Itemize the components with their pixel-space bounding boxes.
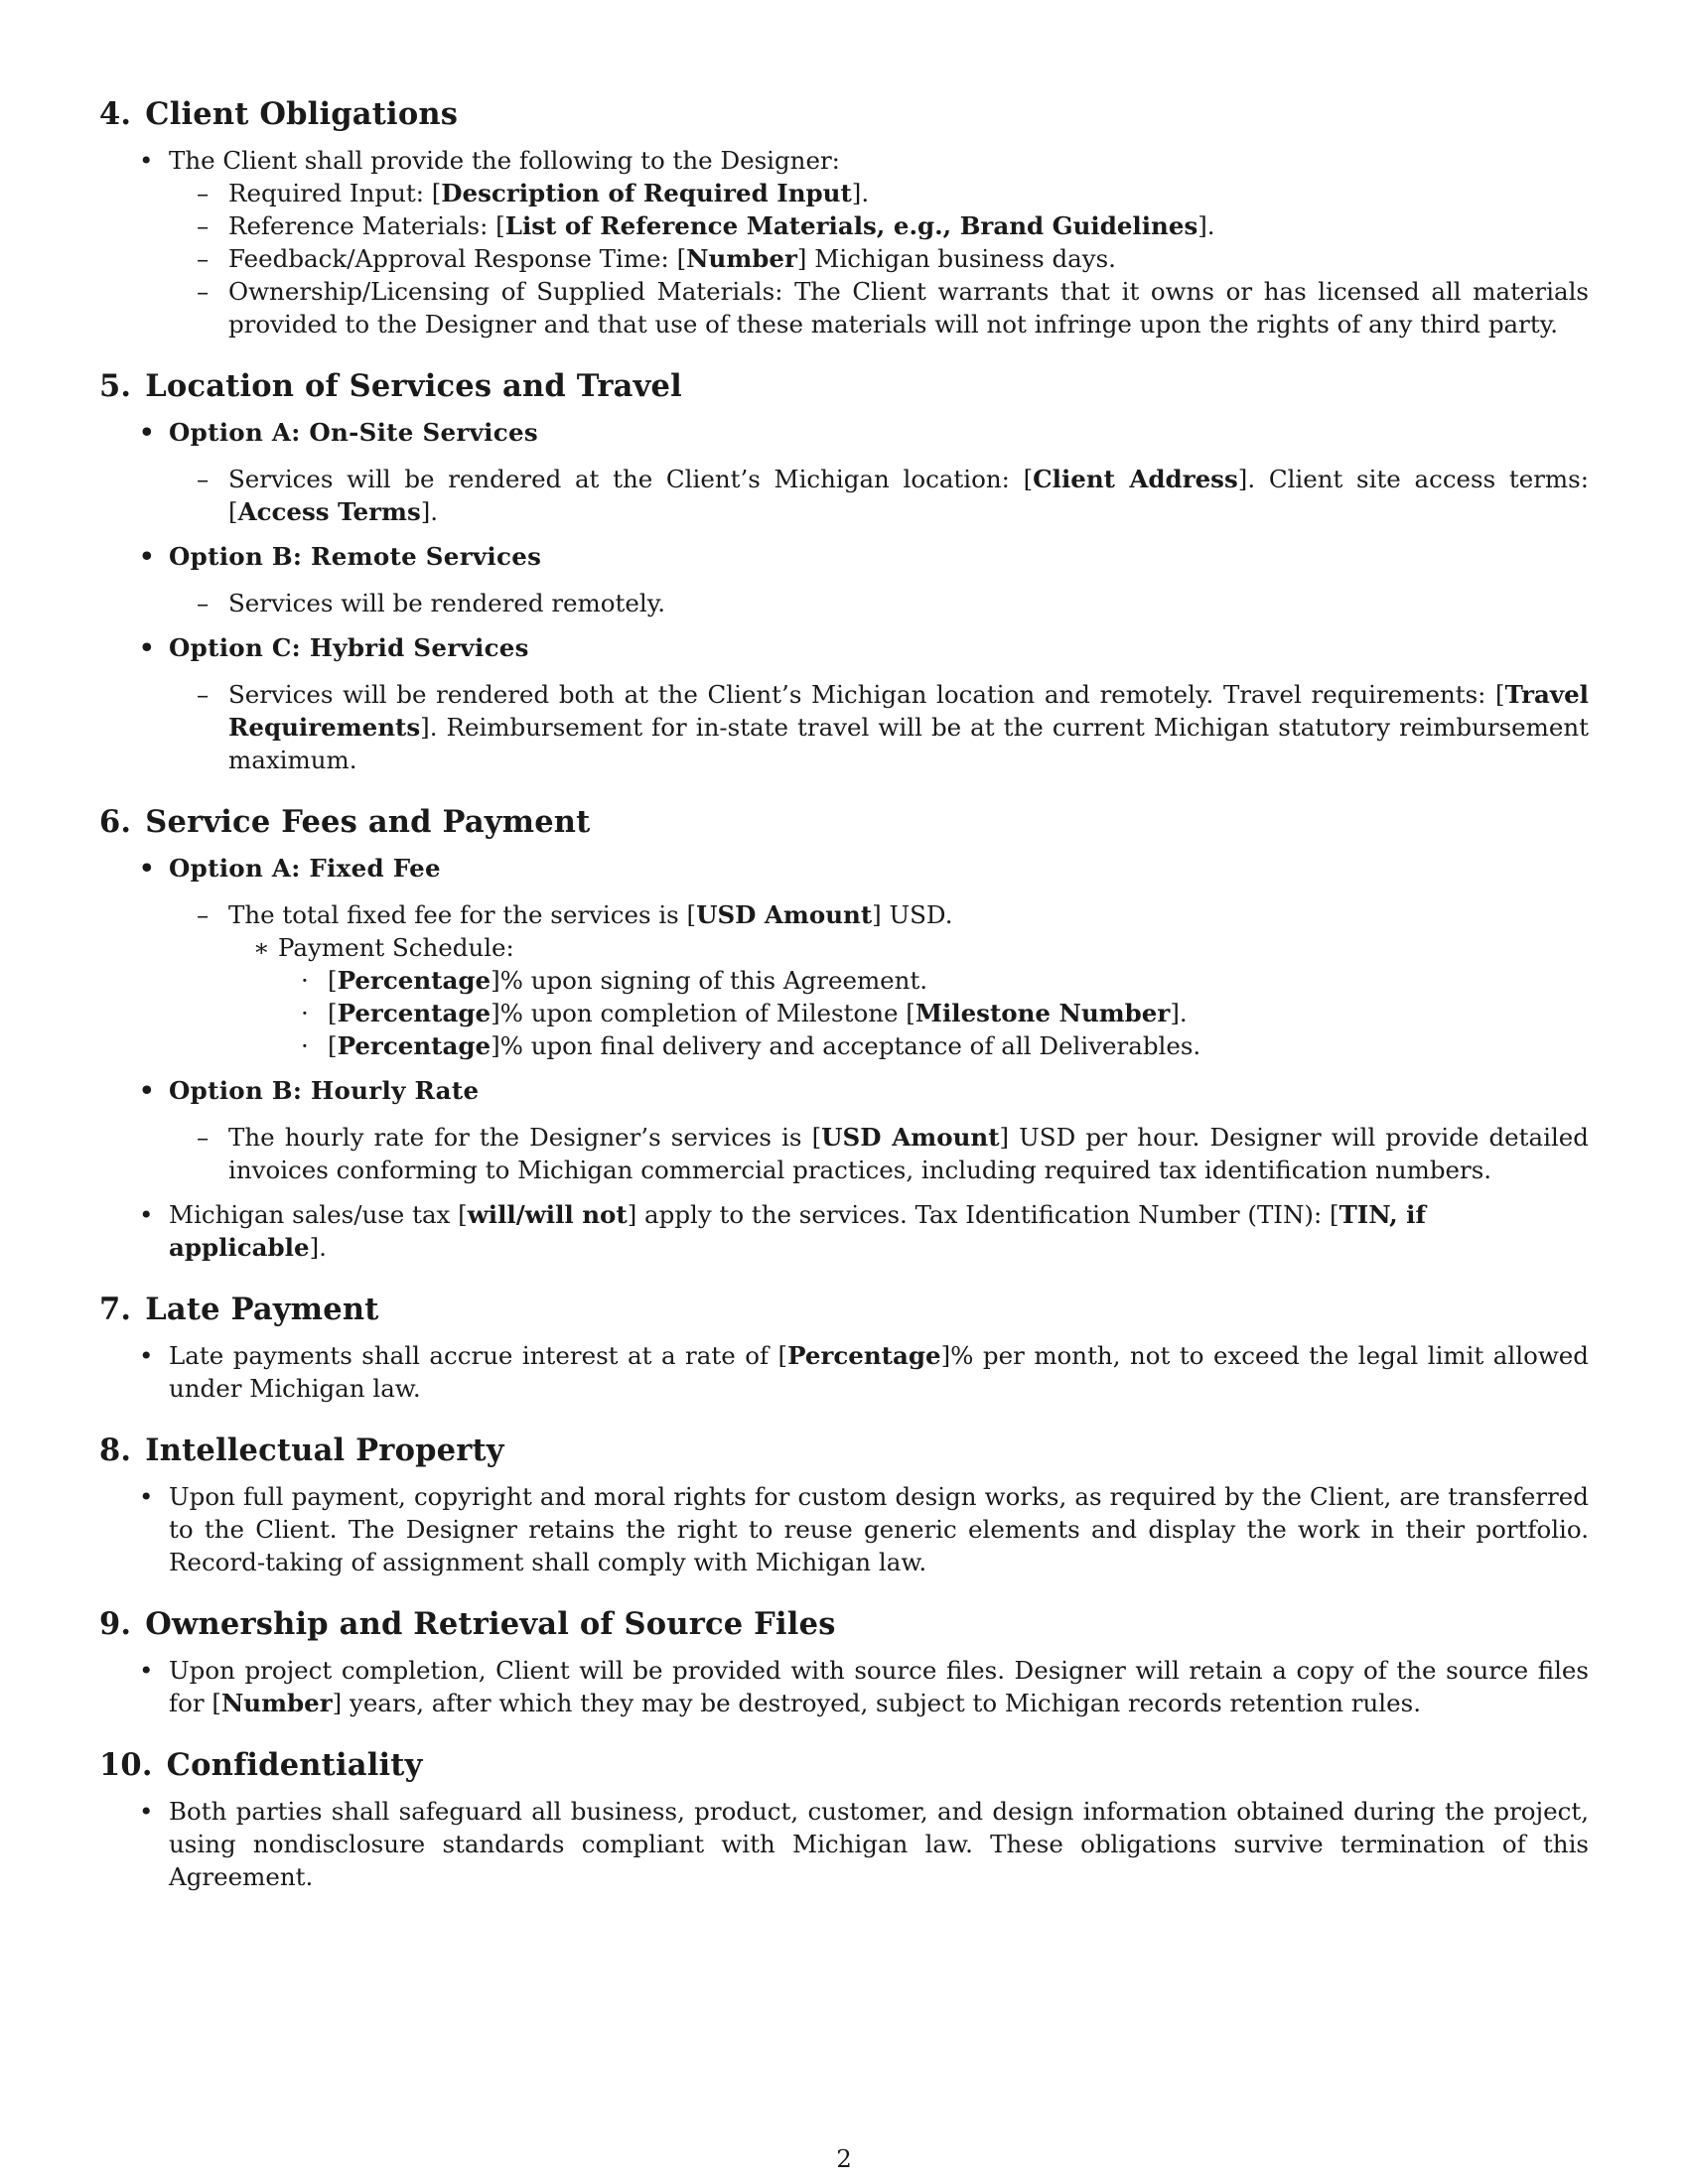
option-hourly-rate: • Option B: Hourly Rate — [139, 1076, 480, 1105]
placeholder: USD Amount — [696, 900, 873, 929]
option-fixed-fee: • Option A: Fixed Fee — [139, 854, 441, 883]
late-payment-text: • Late payments shall accrue interest at a rate of [Percentage]% per month, not to exceed the legal limit allowed under Michigan law. — [139, 1341, 1589, 1403]
sub-item-response-time: – Feedback/Approval Response Time: [Number] Michigan business days. — [197, 244, 1116, 273]
page-number: 2 — [836, 2144, 852, 2173]
schedule-item: · [Percentage]% upon final delivery and acceptance of all Deliverables. — [301, 1031, 1201, 1060]
hourly-rate-text: – The hourly rate for the Designer’s services is [USD Amount] USD per hour. Designer will provide detailed invoices conforming to Michigan commercial practices, including required tax identification numbers. — [197, 1123, 1589, 1184]
section-heading: 7. Late Payment — [99, 1292, 379, 1327]
sub-item-ownership: – Ownership/Licensing of Supplied Materials: The Client warrants that it owns or has licensed all materials provided to the Designer and that use of these materials will not infringe upon the rights of any third party. — [197, 277, 1589, 339]
placeholder: Percentage — [337, 999, 492, 1027]
section-heading: 4. Client Obligations — [99, 96, 459, 132]
option-hybrid: • Option C: Hybrid Services — [139, 633, 529, 662]
section-late-payment — [99, 1290, 1589, 1405]
placeholder: Number — [686, 244, 797, 273]
bullet-item: • The Client shall provide the following to the Designer: — [139, 146, 840, 175]
option-remote: • Option B: Remote Services — [139, 542, 542, 571]
fixed-fee-text: – The total fixed fee for the services is [USD Amount] USD. — [197, 900, 953, 929]
document-page — [99, 94, 1589, 1893]
placeholder: Percentage — [787, 1341, 941, 1370]
placeholder: Client Address — [1033, 465, 1238, 493]
sub-item-reference-materials: – Reference Materials: [List of Reference Materials, e.g., Brand Guidelines]. — [197, 211, 1215, 240]
option-remote-text: – Services will be rendered remotely. — [197, 589, 666, 617]
placeholder: USD Amount — [821, 1123, 1000, 1152]
option-onsite: • Option A: On-Site Services — [139, 418, 538, 447]
ip-text: • Upon full payment, copyright and moral rights for custom design works, as required by the Client, are transferred to the Client. The Designer retains the right to reuse generic elements and display the work in their portfolio. Record-taking of assignment shall comply with Michigan law. — [139, 1482, 1589, 1576]
schedule-item: · [Percentage]% upon completion of Milestone [Milestone Number]. — [301, 999, 1188, 1027]
section-intellectual-property — [99, 1431, 1589, 1578]
section-heading: 9. Ownership and Retrieval of Source Files — [99, 1606, 836, 1642]
placeholder: List of Reference Materials, e.g., Brand Guidelines — [504, 211, 1198, 240]
section-source-files — [99, 1604, 1589, 1719]
placeholder: Number — [220, 1689, 333, 1717]
section-client-obligations — [99, 94, 1589, 341]
section-heading: 5. Location of Services and Travel — [99, 368, 682, 404]
section-location — [99, 366, 1589, 776]
confidentiality-text: • Both parties shall safeguard all business, product, customer, and design information obtained during the project, using nondisclosure standards compliant with Michigan law. These obligations survive termination of this Agreement. — [139, 1797, 1589, 1891]
placeholder: TIN, if applicable — [169, 1200, 1426, 1262]
section-heading: 10. Confidentiality — [99, 1747, 423, 1783]
option-onsite-text: – Services will be rendered at the Client’s Michigan location: [Client Address]. Client site access terms: [Access Terms]. — [197, 465, 1589, 526]
option-hybrid-text: – Services will be rendered both at the Client’s Michigan location and remotely. Travel requirements: [Travel Requirements]. Reimbursement for in-state travel will be at the current Michigan statutory reimbursement maximum. — [197, 680, 1589, 774]
schedule-item: · [Percentage]% upon signing of this Agreement. — [301, 966, 928, 995]
placeholder: Percentage — [337, 966, 492, 995]
placeholder: Milestone Number — [914, 999, 1171, 1027]
tax-clause: • Michigan sales/use tax [will/will not] apply to the services. Tax Identification Number (TIN): [TIN, if applicable]. — [139, 1200, 1426, 1262]
placeholder: Description of Required Input — [441, 179, 852, 207]
payment-schedule: ∗ Payment Schedule: — [253, 933, 514, 962]
section-confidentiality — [99, 1745, 1589, 1893]
section-fees — [99, 802, 1589, 1264]
placeholder: Travel Requirements — [228, 680, 1589, 742]
placeholder: will/will not — [467, 1200, 628, 1229]
placeholder: Percentage — [337, 1031, 492, 1060]
section-heading: 6. Service Fees and Payment — [99, 804, 591, 840]
source-files-text: • Upon project completion, Client will be provided with source files. Designer will retain a copy of the source files for [Number] years, after which they may be destroyed, subject to Michigan records retention rules. — [139, 1656, 1589, 1717]
section-heading: 8. Intellectual Property — [99, 1433, 504, 1468]
placeholder: Access Terms — [237, 497, 421, 526]
sub-item-required-input: – Required Input: [Description of Required Input]. — [197, 179, 870, 207]
